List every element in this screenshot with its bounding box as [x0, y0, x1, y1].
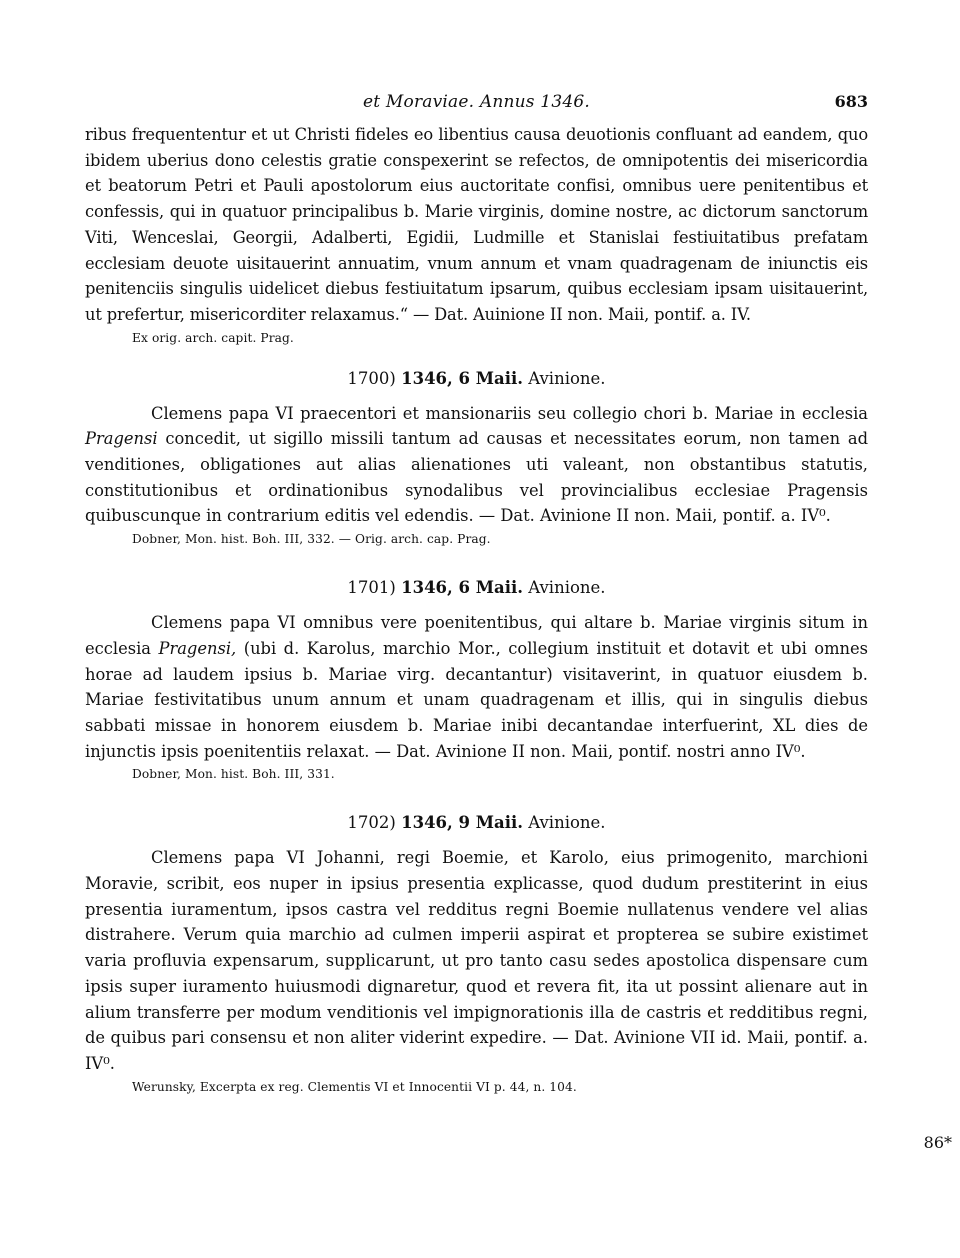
- entry-place: Avinione.: [528, 368, 606, 388]
- intro-paragraph: ribus frequententur et ut Christi fideles eo libentius causa deuotionis confluant ad eandem, quo ibidem uberius dono celestis gratie conspexerint se refectos, de omnipotentis dei misericordia et beatorum Petri et Pauli apostolorum eius auctoritate confisi, omnibus uere penitentibus et confessis, qui in quatuor principalibus b. Marie virginis, domine nostre, ac dictorum sanctorum Viti, Wenceslai, Georgii, Adalberti, Egidii, Ludmille et Stanislai festiuitatibus prefatam ecclesiam deuote uisitauerint annuatim, vnum annum et vnam quadragenam de iniunctis eis penitenciis singulis uidelicet diebus festiuitatum ipsarum, quibus ecclesiam ipsam uisitauerint, ut prefertur, misericorditer relaxamus.“ — Dat. Auinione II non. Maii, pontif. a. IV.: [85, 125, 868, 324]
- page-number: 683: [834, 92, 868, 111]
- entry-text-a: Clemens papa VI omnibus vere poenitentibus, qui altare b. Mariae virginis situm in ecclesia: [85, 613, 868, 658]
- entry-text-a: Clemens papa VI Johanni, regi Boemie, et Karolo, eius primogenito, marchioni Moravie, scribit, eos nuper in ipsius presentia explicasse, quod dudum prestiterint in eius presentia iuramentum, ipsos castra vel redditus regni Boemie nullatenus vendere vel alias distrahere. Verum quia marchio ad culmen imperii aspirat et propterea se subire existimet varia profluvia expensarum, supplicarunt, ut pro tanto casu sedes apostolica dispensare cum ipsis super iuramento huiusmodi dignaretur, quod et revera fit, ita ut possint alienare aut in alium transferre per modum venditionis vel impignorationis illa de castris et redditibus regni, de quibus pari consensu et non aliter viderint expedire. — Dat. Avinione VII id. Maii, pontif. a. IV⁰.: [85, 848, 868, 1073]
- entry-text: [85, 610, 868, 764]
- entry-text-b: (ubi d. Karolus, marchio Mor., collegium instituit et dotavit et ubi omnes horae ad laudem ipsius b. Mariae virg. decantantur) visitaverint, in quatuor eiusdem b. Mariae festivitatibus unum annum et unam quadragenam et illis, qui in singulis diebus sabbati missae in honorem eiusdem b. Mariae inibi decantandae interfuerint, XL dies de injunctis ipsis poenitentiis relaxat. — Dat. Avinione II non. Maii, pontif. nostri anno IV⁰.: [85, 638, 868, 761]
- entry-date: 1346, 6 Maii.: [401, 578, 523, 598]
- entry-date: 1346, 6 Maii.: [401, 368, 523, 388]
- entry-text-italic: Pragensi,: [158, 638, 237, 658]
- entry-heading: [85, 577, 868, 599]
- entry-text-a: Clemens papa VI praecentori et mansionariis seu collegio chori b. Mariae in ecclesia: [151, 403, 868, 423]
- signature-mark: 86*: [923, 1133, 952, 1152]
- entry-source: Dobner, Mon. hist. Boh. III, 331.: [132, 767, 335, 782]
- entry-place: Avinione.: [528, 578, 606, 598]
- running-head: [85, 92, 868, 122]
- entry-heading: [85, 368, 868, 390]
- entry-text-b: concedit, ut sigillo missili tantum ad causas et necessitates eorum, non tamen ad venditiones, obligationes aut alias alienationes uti valeant, non obstantibus statutis, constitutionibus et ordinationibus synodalibus vel provincialibus ecclesiae Pragensis quibuscunque in contrarium editis vel edendis. — Dat. Avinione II non. Maii, pontif. a. IV⁰.: [85, 429, 868, 526]
- entry-number: 1700): [347, 368, 396, 388]
- entry-heading: [85, 812, 868, 834]
- entry-text: [85, 845, 868, 1076]
- entry-number: 1701): [347, 578, 396, 598]
- entry-date: 1346, 9 Maii.: [401, 813, 523, 833]
- entry-number: 1702): [347, 813, 396, 833]
- entry-text: [85, 401, 868, 530]
- entry-1702: [85, 812, 868, 1095]
- entry-source: Dobner, Mon. hist. Boh. III, 332. — Orig. arch. cap. Prag.: [132, 532, 491, 547]
- intro-source: Ex orig. arch. capit. Prag.: [132, 330, 294, 345]
- entry-place: Avinione.: [528, 813, 606, 833]
- entry-1700: [85, 368, 868, 549]
- entry-text-italic: Pragensi: [85, 429, 158, 449]
- document-page: [85, 92, 868, 1096]
- entry-1701: [85, 577, 868, 783]
- entry-source: Werunsky, Excerpta ex reg. Clementis VI et Innocentii VI p. 44, n. 104.: [132, 1079, 577, 1094]
- running-title: et Moraviae. Annus 1346.: [363, 92, 590, 112]
